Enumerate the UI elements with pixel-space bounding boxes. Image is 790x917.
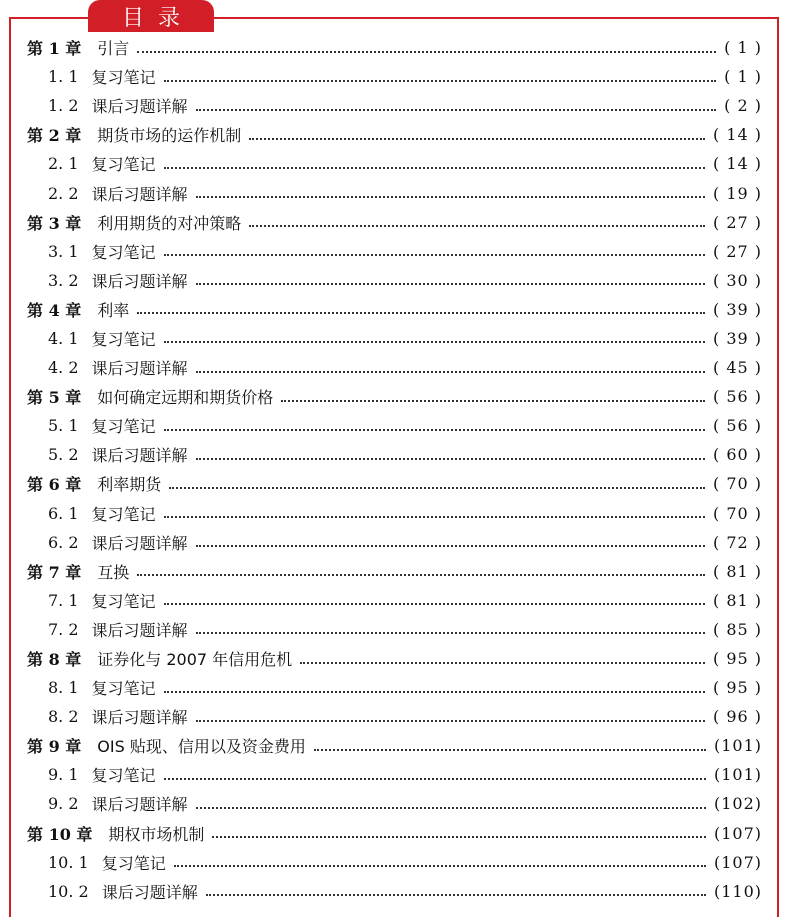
dot-leader [174, 865, 706, 867]
page-number: ( 56 ) [712, 387, 762, 407]
section-title: 课后习题详解 [91, 446, 188, 466]
section-title: 复习笔记 [91, 766, 156, 786]
toc-chapter-entry[interactable] [27, 469, 762, 498]
dot-leader [196, 196, 705, 198]
dot-leader [300, 662, 705, 664]
page-number: (107) [713, 852, 762, 872]
toc-chapter-entry[interactable] [27, 33, 762, 62]
page-number: (107) [713, 823, 762, 843]
section-title: 课后习题详解 [91, 184, 188, 204]
section-number: 6. 1 [48, 503, 79, 523]
page-number: ( 27 ) [712, 241, 762, 261]
page-number: (102) [713, 794, 762, 814]
dot-leader [164, 603, 705, 605]
section-number: 7. 2 [48, 619, 79, 639]
page-number: ( 56 ) [712, 416, 762, 436]
toc-section-entry[interactable] [27, 760, 762, 789]
chapter-number: 第 8 章 [27, 650, 82, 670]
dot-leader [314, 749, 706, 751]
page-number: ( 1 ) [724, 67, 762, 87]
toc-section-entry[interactable] [27, 149, 762, 178]
section-title: 复习笔记 [91, 504, 156, 524]
page-number: ( 27 ) [712, 212, 762, 232]
page-number: ( 85 ) [712, 619, 762, 639]
section-number: 6. 2 [48, 532, 79, 552]
toc-section-entry[interactable] [27, 848, 762, 877]
chapter-number: 第 1 章 [27, 39, 82, 59]
section-number: 2. 2 [48, 183, 79, 203]
toc-section-entry[interactable] [27, 266, 762, 295]
toc-section-entry[interactable] [27, 178, 762, 207]
section-number: 10. 2 [48, 881, 89, 901]
section-number: 7. 1 [48, 590, 79, 610]
section-number: 3. 2 [48, 270, 79, 290]
chapter-title: OIS 贴现、信用以及资金费用 [97, 737, 306, 757]
section-title: 课后习题详解 [91, 271, 188, 291]
toc-section-entry[interactable] [27, 615, 762, 644]
section-number: 5. 1 [48, 416, 79, 436]
section-number: 8. 1 [48, 678, 79, 698]
chapter-title: 利率 [97, 300, 130, 320]
toc-section-entry[interactable] [27, 237, 762, 266]
dot-leader [164, 778, 706, 780]
dot-leader [164, 429, 705, 431]
page-number: ( 14 ) [712, 154, 762, 174]
dot-leader [164, 254, 705, 256]
section-number: 1. 2 [48, 96, 79, 116]
toc-section-entry[interactable] [27, 440, 762, 469]
chapter-number: 第 5 章 [27, 388, 82, 408]
section-title: 复习笔记 [91, 679, 156, 699]
section-title: 复习笔记 [91, 242, 156, 262]
page-number: ( 14 ) [712, 125, 762, 145]
page-number: (101) [713, 736, 762, 756]
section-number: 5. 2 [48, 445, 79, 465]
page-number: ( 95 ) [712, 678, 762, 698]
toc-title: 目录 [121, 5, 194, 31]
section-number: 10. 1 [48, 852, 89, 872]
section-title: 课后习题详解 [91, 533, 188, 553]
page-number: ( 39 ) [712, 299, 762, 319]
dot-leader [164, 167, 705, 169]
section-title: 课后习题详解 [91, 708, 188, 728]
dot-leader [196, 720, 705, 722]
chapter-title: 如何确定远期和期货价格 [97, 388, 274, 408]
dot-leader [137, 51, 716, 53]
chapter-title: 利率期货 [97, 475, 162, 495]
page-number: ( 39 ) [712, 328, 762, 348]
section-title: 课后习题详解 [91, 620, 188, 640]
dot-leader [196, 807, 706, 809]
dot-leader [164, 341, 705, 343]
dot-leader [196, 109, 717, 111]
section-number: 8. 2 [48, 707, 79, 727]
section-number: 4. 1 [48, 328, 79, 348]
dot-leader [196, 458, 705, 460]
page-number: ( 60 ) [712, 445, 762, 465]
section-number: 1. 1 [48, 67, 79, 87]
toc-chapter-entry[interactable] [27, 382, 762, 411]
dot-leader [137, 312, 705, 314]
toc-section-entry[interactable] [27, 528, 762, 557]
toc-chapter-entry[interactable] [27, 208, 762, 237]
table-of-contents [27, 33, 762, 906]
section-title: 课后习题详解 [91, 795, 188, 815]
toc-chapter-entry[interactable] [27, 731, 762, 760]
page-number: ( 95 ) [712, 649, 762, 669]
toc-section-entry[interactable] [27, 702, 762, 731]
page-number: (110) [713, 881, 762, 901]
dot-leader [206, 894, 706, 896]
toc-section-entry[interactable] [27, 353, 762, 382]
chapter-number: 第 2 章 [27, 126, 82, 146]
toc-section-entry[interactable] [27, 877, 762, 906]
page-number: ( 70 ) [712, 474, 762, 494]
page-number: ( 70 ) [712, 503, 762, 523]
section-title: 课后习题详解 [101, 882, 198, 902]
toc-section-entry[interactable] [27, 586, 762, 615]
page-number: (101) [713, 765, 762, 785]
toc-section-entry[interactable] [27, 499, 762, 528]
toc-section-entry[interactable] [27, 91, 762, 120]
toc-title-banner [88, 0, 214, 32]
toc-section-entry[interactable] [27, 789, 762, 818]
dot-leader [164, 516, 705, 518]
chapter-title: 引言 [97, 39, 130, 59]
toc-chapter-entry[interactable] [27, 120, 762, 149]
chapter-title: 互换 [97, 562, 130, 582]
page-number: ( 81 ) [712, 561, 762, 581]
section-number: 4. 2 [48, 358, 79, 378]
toc-chapter-entry[interactable] [27, 295, 762, 324]
toc-section-entry[interactable] [27, 324, 762, 353]
toc-section-entry[interactable] [27, 411, 762, 440]
section-title: 复习笔记 [101, 853, 166, 873]
page-number: ( 2 ) [724, 96, 762, 116]
dot-leader [196, 283, 705, 285]
chapter-number: 第 7 章 [27, 562, 82, 582]
dot-leader [137, 574, 705, 576]
chapter-title: 利用期货的对冲策略 [97, 213, 242, 233]
page-number: ( 72 ) [712, 532, 762, 552]
section-number: 9. 2 [48, 794, 79, 814]
chapter-number: 第 10 章 [27, 824, 93, 844]
dot-leader [281, 400, 705, 402]
chapter-title: 期货市场的运作机制 [97, 126, 242, 146]
section-title: 课后习题详解 [91, 359, 188, 379]
chapter-title: 证券化与 2007 年信用危机 [97, 650, 293, 670]
section-number: 9. 1 [48, 765, 79, 785]
section-number: 3. 1 [48, 241, 79, 261]
page-number: ( 81 ) [712, 590, 762, 610]
chapter-number: 第 4 章 [27, 300, 82, 320]
dot-leader [169, 487, 705, 489]
dot-leader [196, 632, 705, 634]
chapter-number: 第 9 章 [27, 737, 82, 757]
dot-leader [249, 138, 705, 140]
dot-leader [249, 225, 705, 227]
dot-leader [196, 371, 705, 373]
section-number: 2. 1 [48, 154, 79, 174]
section-title: 课后习题详解 [91, 97, 188, 117]
dot-leader [164, 691, 705, 693]
toc-section-entry[interactable] [27, 62, 762, 91]
section-title: 复习笔记 [91, 155, 156, 175]
toc-chapter-entry[interactable] [27, 819, 762, 848]
page-number: ( 45 ) [712, 358, 762, 378]
toc-section-entry[interactable] [27, 673, 762, 702]
chapter-number: 第 6 章 [27, 475, 82, 495]
section-title: 复习笔记 [91, 68, 156, 88]
toc-chapter-entry[interactable] [27, 557, 762, 586]
section-title: 复习笔记 [91, 329, 156, 349]
dot-leader [196, 545, 705, 547]
toc-chapter-entry[interactable] [27, 644, 762, 673]
section-title: 复习笔记 [91, 417, 156, 437]
page-number: ( 1 ) [724, 38, 762, 58]
chapter-number: 第 3 章 [27, 213, 82, 233]
chapter-title: 期权市场机制 [108, 824, 205, 844]
page-number: ( 19 ) [712, 183, 762, 203]
page-number: ( 30 ) [712, 270, 762, 290]
page-number: ( 96 ) [712, 707, 762, 727]
section-title: 复习笔记 [91, 591, 156, 611]
dot-leader [164, 80, 717, 82]
dot-leader [212, 836, 706, 838]
